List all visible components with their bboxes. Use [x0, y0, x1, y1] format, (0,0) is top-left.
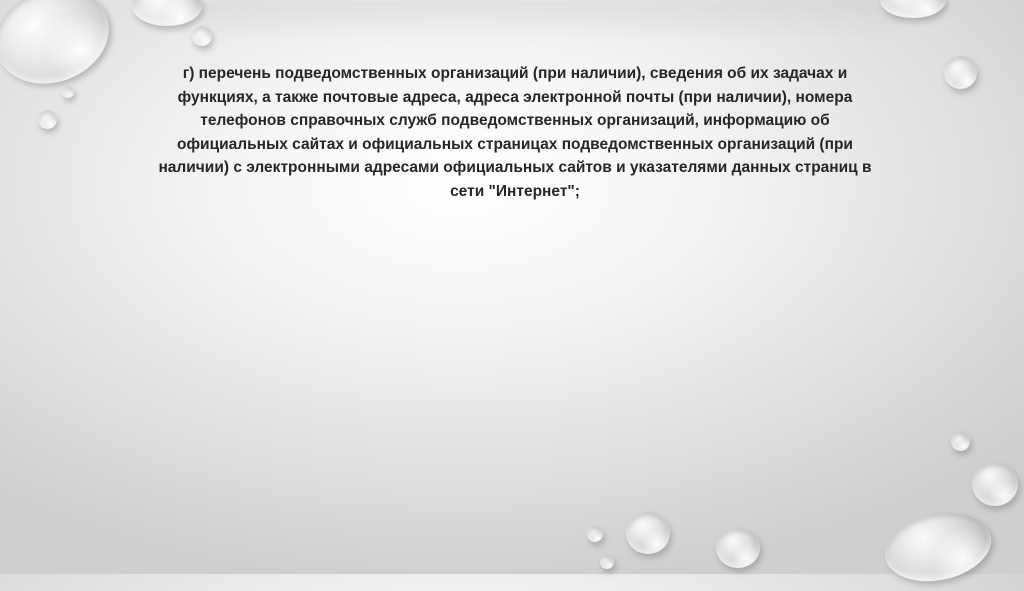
water-drop-decoration [192, 26, 212, 46]
water-drop-decoration [587, 526, 603, 542]
water-drop-decoration [972, 462, 1018, 506]
water-drop-decoration [38, 110, 57, 129]
water-drop-decoration [878, 503, 997, 590]
water-drop-decoration [944, 56, 977, 89]
water-drop-decoration [62, 86, 74, 98]
water-drop-decoration [716, 528, 760, 568]
slide-body-text: г) перечень подведомственных организаций (при наличии), сведения об их задачах и функциях, а также почтовые адреса, адреса электронной почты (при наличии), номера телефонов справочных служб подведомственных организаций, информацию об официальных сайтах и официальных страницах подведомственных организаций (при наличии) с электронными адресами официальных сайтов и указателями данных страниц в сети "Интернет"; [158, 65, 872, 200]
water-drop-decoration [626, 512, 670, 554]
water-drop-decoration [600, 555, 614, 569]
water-drop-decoration [951, 432, 970, 451]
water-drop-decoration [132, 0, 202, 26]
top-haze-decoration [200, 0, 900, 40]
water-drop-decoration [0, 0, 122, 99]
